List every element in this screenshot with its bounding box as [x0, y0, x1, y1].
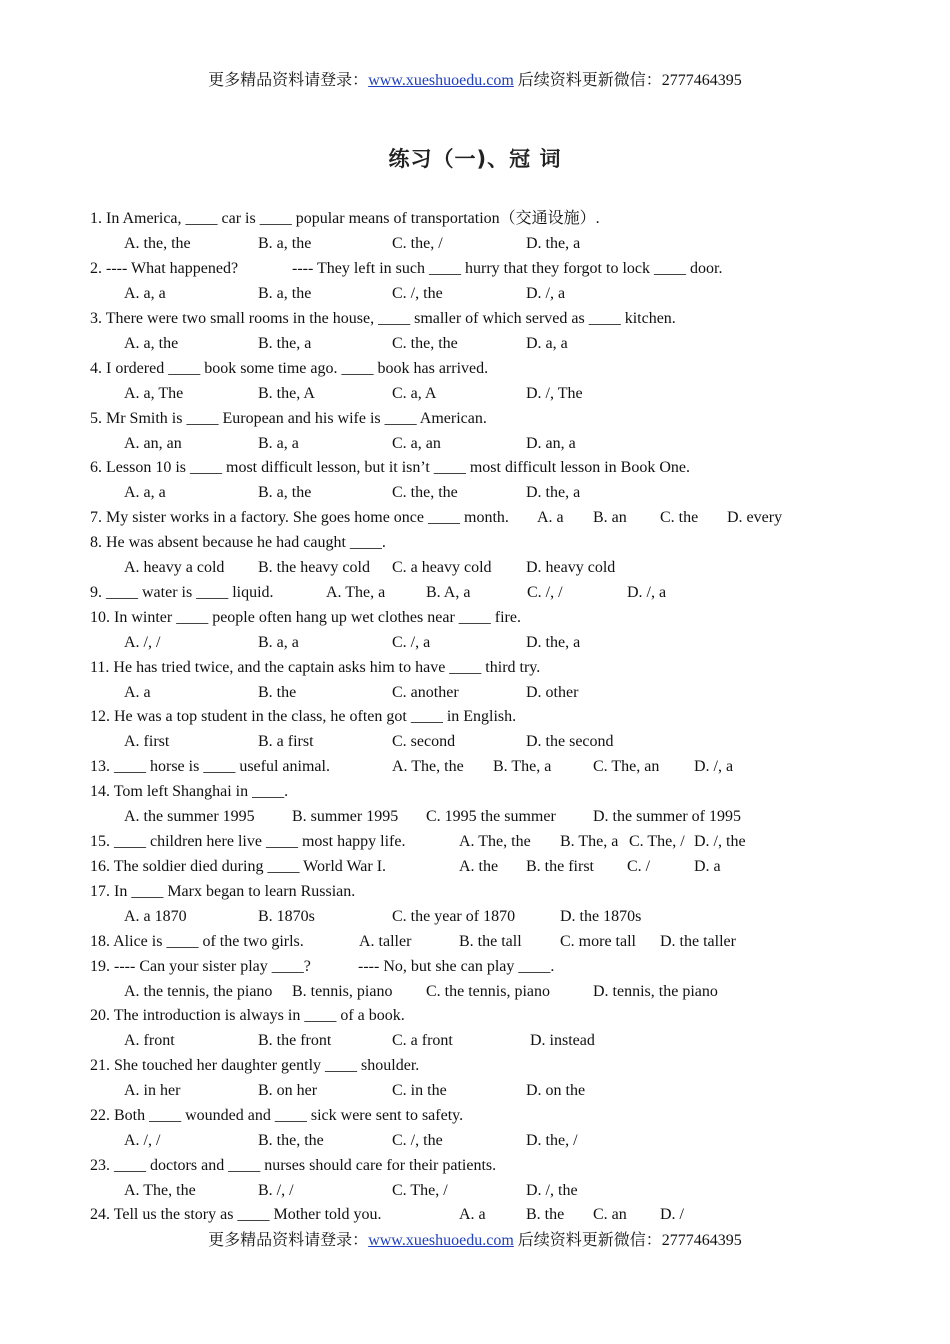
- question-text: 10. In winter ____ people often hang up wet clothes near ____ fire.: [90, 609, 521, 626]
- question-text: 16. The soldier died during ____ World War I.: [90, 858, 387, 875]
- option-b: B. the first: [526, 858, 594, 875]
- option-d: D. the, a: [526, 484, 581, 501]
- option-c: C. the, /: [392, 235, 443, 252]
- question-text: 6. Lesson 10 is ____ most difficult lesson, but it isn’t ____ most difficult lesson in Book One.: [90, 459, 690, 476]
- option-b: B. The, a: [560, 833, 619, 850]
- option-b: B. the heavy cold: [258, 559, 370, 576]
- option-d: D. /, a: [627, 584, 667, 601]
- question-12: [90, 706, 516, 728]
- question-9: [90, 582, 667, 604]
- question-text: 15. ____ children here live ____ most happy life.: [90, 833, 406, 850]
- question-text: 20. The introduction is always in ____ of a book.: [90, 1007, 405, 1024]
- question-10: [90, 607, 521, 629]
- option-c: C. a, A: [392, 385, 437, 402]
- option-d: D. tennis, the piano: [593, 983, 718, 1000]
- option-d: D. /, a: [694, 758, 734, 775]
- option-c: C. the, the: [392, 484, 458, 501]
- option-a: A. front: [124, 1032, 175, 1049]
- question-7: [90, 507, 783, 529]
- option-a: A. a, a: [124, 484, 166, 501]
- option-a: A. a, The: [124, 385, 184, 402]
- option-c: C. /, /: [527, 584, 563, 601]
- option-a: A. taller: [359, 933, 412, 950]
- question-text: 18. Alice is ____ of the two girls.: [90, 933, 304, 950]
- option-c: C. /, the: [392, 1132, 443, 1149]
- question-text: 22. Both ____ wounded and ____ sick were sent to safety.: [90, 1107, 464, 1124]
- option-d: D. an, a: [526, 435, 576, 452]
- option-b: B. the: [258, 684, 297, 701]
- option-b: B. the, the: [258, 1132, 324, 1149]
- question-16: [90, 856, 721, 878]
- question-11: [90, 657, 540, 679]
- option-c: C. in the: [392, 1082, 447, 1099]
- question-text: 23. ____ doctors and ____ nurses should care for their patients.: [90, 1157, 497, 1174]
- option-c: C. another: [392, 684, 459, 701]
- option-a: A. a: [124, 684, 151, 701]
- question-1: [90, 208, 600, 230]
- question-text: 17. In ____ Marx began to learn Russian.: [90, 883, 356, 900]
- footer-prefix: 更多精品资料请登录：: [208, 1232, 369, 1249]
- option-c: C. the, the: [392, 335, 458, 352]
- option-a: A. The, the: [392, 758, 464, 775]
- header-link[interactable]: www.xueshuoedu.com: [368, 72, 514, 89]
- header-suffix: 后续资料更新微信：2777464395: [513, 72, 742, 89]
- footer-suffix: 后续资料更新微信：2777464395: [513, 1232, 742, 1249]
- option-d: D. the, a: [526, 634, 581, 651]
- footer-link[interactable]: www.xueshuoedu.com: [368, 1232, 514, 1249]
- question-15: [90, 831, 746, 853]
- question-5: [90, 408, 487, 430]
- option-a: A. in her: [124, 1082, 181, 1099]
- question-text-reply: ---- They left in such ____ hurry that they forgot to lock ____ door.: [292, 260, 723, 277]
- option-d: D. the summer of 1995: [593, 808, 741, 825]
- question-14: [90, 781, 288, 803]
- option-c: C. /: [627, 858, 651, 875]
- option-d: D. /, the: [694, 833, 746, 850]
- option-c: C. The, an: [593, 758, 660, 775]
- option-d: D. /, a: [526, 285, 566, 302]
- option-c: C. 1995 the summer: [426, 808, 556, 825]
- question-text: 7. My sister works in a factory. She goes home once ____ month.: [90, 509, 509, 526]
- question-6: [90, 457, 690, 479]
- option-a: A. first: [124, 733, 170, 750]
- option-d: D. the second: [526, 733, 614, 750]
- option-a: A. a: [537, 509, 564, 526]
- option-c: C. a heavy cold: [392, 559, 492, 576]
- option-b: B. a, a: [258, 634, 299, 651]
- option-b: B. the, a: [258, 335, 312, 352]
- option-a: A. /, /: [124, 1132, 161, 1149]
- option-c: C. a front: [392, 1032, 453, 1049]
- option-c: C. /, a: [392, 634, 431, 651]
- option-a: A. an, an: [124, 435, 182, 452]
- question-text: 12. He was a top student in the class, he often got ____ in English.: [90, 708, 517, 725]
- option-b: B. the tall: [459, 933, 522, 950]
- option-a: A. the tennis, the piano: [124, 983, 273, 1000]
- option-b: B. The, a: [493, 758, 552, 775]
- option-b: B. a, the: [258, 484, 312, 501]
- option-a: A. The, the: [124, 1182, 196, 1199]
- option-b: B. 1870s: [258, 908, 315, 925]
- question-text: 1. In America, ____ car is ____ popular means of transportation（交通设施）.: [90, 210, 600, 227]
- option-c: C. The, /: [629, 833, 685, 850]
- option-d: D. the 1870s: [560, 908, 642, 925]
- question-13: [90, 756, 734, 778]
- option-b: B. the front: [258, 1032, 332, 1049]
- option-c: C. /, the: [392, 285, 443, 302]
- question-24: [90, 1204, 684, 1226]
- option-b: B. A, a: [426, 584, 471, 601]
- option-b: B. the, A: [258, 385, 315, 402]
- option-a: A. the summer 1995: [124, 808, 255, 825]
- option-d: D. the taller: [660, 933, 736, 950]
- option-a: A. a, a: [124, 285, 166, 302]
- page-footer: [0, 1227, 950, 1250]
- question-text: 2. ---- What happened?: [90, 260, 239, 277]
- question-text: 3. There were two small rooms in the house, ____ smaller of which served as ____ kitchen.: [90, 310, 676, 327]
- question-text-reply: ---- No, but she can play ____.: [358, 958, 555, 975]
- option-d: D. the, a: [526, 235, 581, 252]
- option-a: A. a: [459, 1206, 486, 1223]
- option-d: D. the, /: [526, 1132, 578, 1149]
- option-d: D. a, a: [526, 335, 568, 352]
- question-8: [90, 532, 386, 554]
- option-d: D. /, The: [526, 385, 583, 402]
- option-b: B. the: [526, 1206, 565, 1223]
- option-c: C. the: [660, 509, 699, 526]
- question-22: [90, 1105, 463, 1127]
- option-d: D. on the: [526, 1082, 586, 1099]
- question-21: [90, 1055, 419, 1077]
- option-c: C. an: [593, 1206, 627, 1223]
- option-a: A. The, the: [459, 833, 531, 850]
- option-a: A. the: [459, 858, 499, 875]
- question-20: [90, 1005, 405, 1027]
- question-text: 14. Tom left Shanghai in ____.: [90, 783, 289, 800]
- header-prefix: 更多精品资料请登录：: [208, 72, 369, 89]
- option-d: D. heavy cold: [526, 559, 616, 576]
- option-c: C. The, /: [392, 1182, 448, 1199]
- question-text: 4. I ordered ____ book some time ago. ____ book has arrived.: [90, 360, 489, 377]
- option-c: C. a, an: [392, 435, 441, 452]
- page-title: 练习（一)、冠 词: [388, 147, 562, 171]
- question-3: [90, 308, 676, 330]
- option-a: A. a, the: [124, 335, 179, 352]
- option-a: A. the, the: [124, 235, 191, 252]
- option-b: B. /, /: [258, 1182, 294, 1199]
- question-text: 9. ____ water is ____ liquid.: [90, 584, 274, 601]
- question-text: 11. He has tried twice, and the captain asks him to have ____ third try.: [90, 659, 541, 676]
- question-23: [90, 1155, 496, 1177]
- question-18: [90, 931, 736, 953]
- option-d: D. instead: [530, 1032, 595, 1049]
- option-c: C. more tall: [560, 933, 636, 950]
- question-text: 24. Tell us the story as ____ Mother told you.: [90, 1206, 382, 1223]
- question-text: 8. He was absent because he had caught ____.: [90, 534, 386, 551]
- option-a: A. heavy a cold: [124, 559, 225, 576]
- option-d: D. /, the: [526, 1182, 578, 1199]
- question-17: [90, 881, 355, 903]
- option-b: B. an: [593, 509, 627, 526]
- option-a: A. a 1870: [124, 908, 187, 925]
- question-text: 13. ____ horse is ____ useful animal.: [90, 758, 330, 775]
- option-d: D. other: [526, 684, 579, 701]
- option-d: D. a: [694, 858, 721, 875]
- question-text: 21. She touched her daughter gently ____ shoulder.: [90, 1057, 420, 1074]
- option-b: B. a, the: [258, 235, 312, 252]
- option-a: A. /, /: [124, 634, 161, 651]
- option-c: C. the year of 1870: [392, 908, 516, 925]
- option-c: C. second: [392, 733, 456, 750]
- option-d: D. every: [727, 509, 783, 526]
- option-b: B. a, the: [258, 285, 312, 302]
- option-b: B. a first: [258, 733, 314, 750]
- option-a: A. The, a: [326, 584, 386, 601]
- question-19: [90, 956, 555, 978]
- option-c: C. the tennis, piano: [426, 983, 550, 1000]
- option-d: D. /: [660, 1206, 684, 1223]
- option-b: B. a, a: [258, 435, 299, 452]
- question-4: [90, 358, 488, 380]
- page-header: [0, 67, 950, 90]
- option-b: B. summer 1995: [292, 808, 399, 825]
- option-b: B. on her: [258, 1082, 318, 1099]
- question-text: 5. Mr Smith is ____ European and his wife is ____ American.: [90, 410, 487, 427]
- question-text: 19. ---- Can your sister play ____?: [90, 958, 311, 975]
- question-2: [90, 258, 723, 280]
- option-b: B. tennis, piano: [292, 983, 393, 1000]
